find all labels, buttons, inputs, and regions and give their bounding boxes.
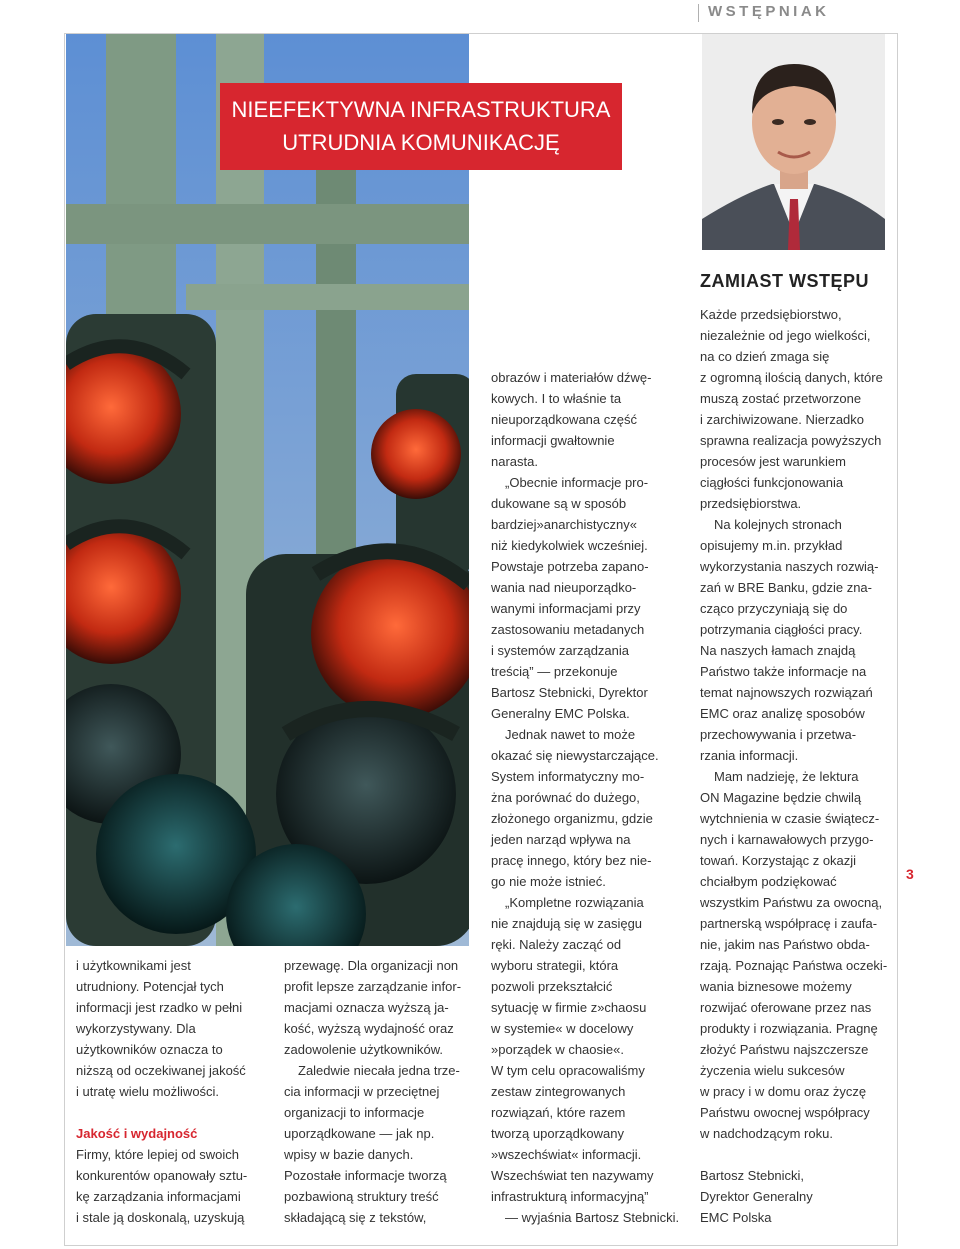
text-line: produkty i rozwiązania. Pragnę (700, 1021, 878, 1036)
text-line: »wszechświat« informacji. (491, 1147, 642, 1162)
text-line: zastosowaniu metadanych (491, 622, 645, 637)
text-line: nie znajdują się w zasięgu (491, 916, 643, 931)
text-line: Na kolejnych stronach (714, 517, 842, 532)
text-line: ciągłości funkcjonowania (700, 475, 844, 490)
article-column-3 (491, 367, 679, 1228)
text-line: pracę innego, który bez nie- (491, 853, 652, 868)
text-line: bardziej»anarchistyczny« (491, 517, 637, 532)
text-line: pozbawioną struktury treść (284, 1189, 439, 1204)
text-line: informacji jest rzadko w pełni (76, 1000, 243, 1015)
text-line: tworzą uporządkowany (491, 1126, 624, 1141)
text-line: w systemie« w docelowy (491, 1021, 634, 1036)
text-line: narasta. (491, 454, 538, 469)
text-line: niezależnie od jego wielkości, (700, 328, 871, 343)
text-line: »porządek w chaosie«. (491, 1042, 624, 1057)
text-line: Na naszych łamach znajdą (700, 643, 856, 658)
text-line: cia informacji w przeciętnej (284, 1084, 440, 1099)
text-line: niż kiedykolwiek wcześniej. (491, 538, 648, 553)
text-line: wanymi informacjami przy (491, 601, 641, 616)
signature-line: EMC Polska (700, 1210, 772, 1225)
text-line: pozwoli przekształcić (491, 979, 613, 994)
author-portrait (702, 34, 885, 250)
text-line: zań w BRE Banku, gdzie zna- (700, 580, 872, 595)
text-line: informacji gwałtownie (491, 433, 615, 448)
text-line: wykorzystywany. Dla (76, 1021, 196, 1036)
signature-line: Dyrektor Generalny (700, 1189, 813, 1204)
text-line: w pracy i w domu oraz życzę (700, 1084, 867, 1099)
text-line: użytkowników oznacza to (76, 1042, 223, 1057)
text-line: wania biznesowe możemy (700, 979, 852, 994)
text-line: nieuporządkowana część (491, 412, 637, 427)
text-line: go nie może istnieć. (491, 874, 606, 889)
text-line: towań. Korzystając z okazji (700, 853, 857, 868)
text-line: potrzymania ciągłości pracy. (700, 622, 863, 637)
text-line: procesów jest warunkiem (700, 454, 846, 469)
title-line-1: NIEEFEKTYWNA INFRASTRUKTURA (231, 97, 611, 122)
article-column-2 (284, 955, 461, 1228)
text-line: Wszechświat ten nazywamy (491, 1168, 654, 1183)
text-line: „Obecnie informacje pro- (505, 475, 649, 490)
text-line: składającą się z tekstów, (284, 1210, 427, 1225)
text-line: wytchnienia w czasie świątecz- (700, 811, 880, 826)
text-line: i użytkownikami jest (76, 958, 191, 973)
text-line: przedsiębiorstwa. (700, 496, 802, 511)
text-line: zestaw zintegrowanych (491, 1084, 626, 1099)
text-line: Każde przedsiębiorstwo, (700, 307, 842, 322)
text-line: złożonego organizmu, gdzie (491, 811, 653, 826)
text-line: „Kompletne rozwiązania (505, 895, 644, 910)
text-line: niższą od oczekiwanej jakość (76, 1063, 246, 1078)
text-line: macjami oznacza wyższą ja- (284, 1000, 449, 1015)
article-title (220, 83, 622, 170)
text-line: Jednak nawet to może (505, 727, 636, 742)
text-line: konkurentów opanowały sztu- (76, 1168, 248, 1183)
text-line: Generalny EMC Polska. (491, 706, 630, 721)
text-line: sytuację w firmie z»chaosu (491, 1000, 647, 1015)
text-line: chciałbym podziękować (700, 874, 837, 889)
text-line: muszą zostać przetworzone (700, 391, 862, 406)
text-line: infrastrukturą informacyjną” (491, 1189, 649, 1204)
text-line: kowych. I to właśnie ta (491, 391, 622, 406)
text-line: wyboru strategii, która (491, 958, 619, 973)
text-line: rzają. Poznając Państwa oczeki- (700, 958, 888, 973)
text-line: i stale ją doskonalą, uzyskują (76, 1210, 245, 1225)
header-divider (698, 4, 699, 22)
text-line: i zarchiwizowane. Nierzadko (700, 412, 865, 427)
sidebar-text (700, 304, 887, 1228)
text-line: przechowywania i przetwa- (700, 727, 857, 742)
text-line: z ogromną ilością danych, które (700, 370, 883, 385)
text-line: partnerską współpracę i zaufa- (700, 916, 878, 931)
text-line: rzania informacji. (700, 748, 799, 763)
text-line: wykorzystania naszych rozwią- (700, 559, 879, 574)
text-line: Zaledwie niecała jedna trze- (298, 1063, 460, 1078)
text-line: profit lepsze zarządzanie infor- (284, 979, 462, 994)
text-line: żna porównać do dużego, (491, 790, 640, 805)
text-line: — wyjaśnia Bartosz Stebnicki. (505, 1210, 680, 1225)
text-line: złożyć Państwu najszczersze (700, 1042, 869, 1057)
text-line: opisujemy m.in. przykład (700, 538, 843, 553)
text-line: kość, wyższą wydajność oraz (284, 1021, 454, 1036)
title-line-2: UTRUDNIA KOMUNIKACJĘ (282, 130, 560, 155)
text-line: W tym celu opracowaliśmy (491, 1063, 645, 1078)
text-line: ręki. Należy zacząć od (491, 937, 622, 952)
text-line: Powstaje potrzeba zapano- (491, 559, 649, 574)
text-line: ON Magazine będzie chwilą (700, 790, 862, 805)
text-line: System informatyczny mo- (491, 769, 645, 784)
text-line: życzenia wielu sukcesów (700, 1063, 845, 1078)
text-line: dukowane są w sposób (491, 496, 627, 511)
text-line: uporządkowane — jak np. (284, 1126, 435, 1141)
text-line: rozwijać oferowane przez nas (700, 1000, 872, 1015)
text-line: temat najnowszych rozwiązań (700, 685, 873, 700)
section-label: WSTĘPNIAK (708, 3, 830, 20)
text-line: rozwiązań, które razem (491, 1105, 626, 1120)
text-line: organizacji to informacje (284, 1105, 425, 1120)
text-line: i utratę wielu możliwości. (76, 1084, 220, 1099)
text-line: nie, jakim nas Państwo obda- (700, 937, 870, 952)
text-line: w nadchodzącym roku. (700, 1126, 833, 1141)
text-line: zadowolenie użytkowników. (284, 1042, 443, 1057)
text-line: Firmy, które lepiej od swoich (76, 1147, 240, 1162)
text-line: wania nad nieuporządko- (491, 580, 637, 595)
text-line: EMC oraz analizę sposobów (700, 706, 865, 721)
text-line: cząco przyczyniają się do (700, 601, 848, 616)
text-line: treścią” — przekonuje (491, 664, 618, 679)
subheading: Jakość i wydajność (76, 1126, 198, 1141)
text-line: nych i karnawałowych przygo- (700, 832, 874, 847)
text-line: na co dzień zmaga się (700, 349, 830, 364)
text-line: sprawna realizacja powyższych (700, 433, 882, 448)
traffic-lights-photo (66, 34, 469, 946)
text-line: wszystkim Państwu za owocną, (700, 895, 883, 910)
signature-line: Bartosz Stebnicki, (700, 1168, 805, 1183)
text-line: Państwu owocnej współpracy (700, 1105, 870, 1120)
text-line: utrudniony. Potencjał tych (76, 979, 224, 994)
text-line: Pozostałe informacje tworzą (284, 1168, 447, 1183)
text-line: Państwo także informacje na (700, 664, 867, 679)
text-line: Bartosz Stebnicki, Dyrektor (491, 685, 648, 700)
text-line: wpisy w bazie danych. (284, 1147, 414, 1162)
text-line: obrazów i materiałów dźwę- (491, 370, 652, 385)
sidebar-title: ZAMIAST WSTĘPU (700, 271, 869, 291)
text-line: i systemów zarządzania (491, 643, 629, 658)
text-line: jeden narząd wpływa na (491, 832, 631, 847)
text-line: okazać się niewystarczające. (491, 748, 659, 763)
text-line: Mam nadzieję, że lektura (714, 769, 859, 784)
article-column-1 (76, 955, 247, 1228)
text-line: przewagę. Dla organizacji non (284, 958, 459, 973)
text-line: kę zarządzania informacjami (76, 1189, 241, 1204)
page-number: 3 (906, 866, 914, 882)
